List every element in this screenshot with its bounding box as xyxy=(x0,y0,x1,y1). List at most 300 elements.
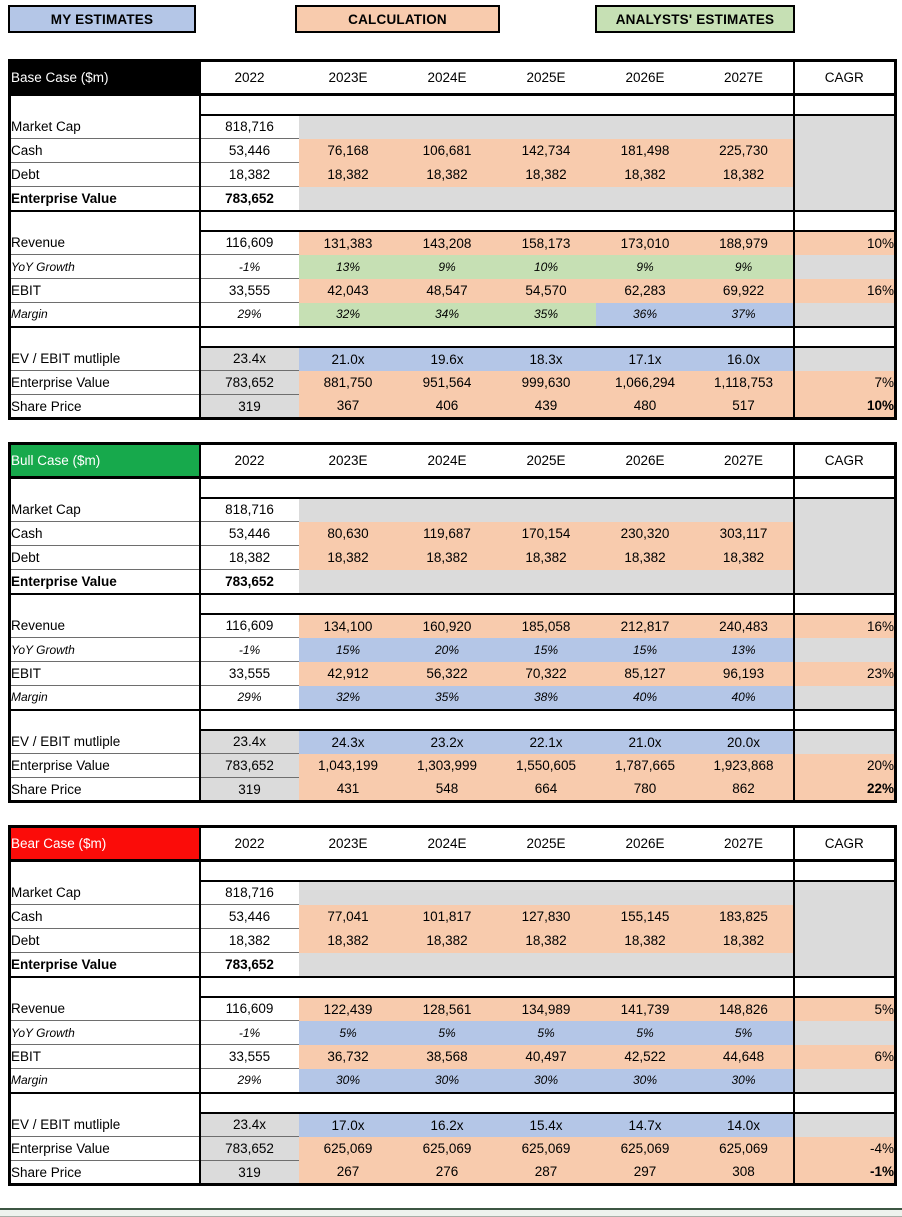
row-label[interactable]: Cash xyxy=(10,139,200,163)
spacer-cell[interactable] xyxy=(695,1093,794,1113)
value-cell-2027e[interactable] xyxy=(695,115,794,139)
value-cell-2025e[interactable]: 185,058 xyxy=(497,614,596,638)
row-label[interactable]: Revenue xyxy=(10,614,200,638)
row-label[interactable]: YoY Growth xyxy=(10,255,200,279)
spacer-cell[interactable] xyxy=(794,594,896,614)
value-cell-2025e[interactable] xyxy=(497,881,596,905)
value-cell-2022[interactable]: 116,609 xyxy=(200,231,299,255)
value-cell-2027e[interactable]: 517 xyxy=(695,395,794,419)
row-label[interactable]: EBIT xyxy=(10,279,200,303)
value-cell-2023e[interactable] xyxy=(299,187,398,211)
value-cell-2023e[interactable] xyxy=(299,953,398,977)
value-cell-2023e[interactable]: 131,383 xyxy=(299,231,398,255)
spacer-cell[interactable] xyxy=(695,211,794,231)
value-cell-2022[interactable]: -1% xyxy=(200,638,299,662)
legend-box-calculation[interactable] xyxy=(295,5,500,33)
cagr-cell[interactable] xyxy=(794,1069,896,1093)
legend-box-analysts-estimates[interactable] xyxy=(595,5,795,33)
value-cell-2024e[interactable]: 406 xyxy=(398,395,497,419)
value-cell-2024e[interactable]: 18,382 xyxy=(398,929,497,953)
value-cell-2025e[interactable]: 142,734 xyxy=(497,139,596,163)
value-cell-2022[interactable]: 783,652 xyxy=(200,754,299,778)
cagr-cell[interactable] xyxy=(794,498,896,522)
value-cell-2026e[interactable]: 42,522 xyxy=(596,1045,695,1069)
value-cell-2022[interactable]: -1% xyxy=(200,1021,299,1045)
value-cell-2026e[interactable]: 155,145 xyxy=(596,905,695,929)
value-cell-2022[interactable]: 783,652 xyxy=(200,187,299,211)
value-cell-2025e[interactable]: 18.3x xyxy=(497,347,596,371)
value-cell-2024e[interactable] xyxy=(398,881,497,905)
value-cell-2025e[interactable]: 664 xyxy=(497,778,596,802)
value-cell-2024e[interactable]: 16.2x xyxy=(398,1113,497,1137)
spacer-cell[interactable] xyxy=(398,861,497,881)
value-cell-2025e[interactable] xyxy=(497,115,596,139)
value-cell-2023e[interactable]: 24.3x xyxy=(299,730,398,754)
value-cell-2023e[interactable] xyxy=(299,498,398,522)
value-cell-2024e[interactable] xyxy=(398,953,497,977)
column-header-2025e[interactable]: 2025E xyxy=(497,61,596,95)
value-cell-2022[interactable]: 783,652 xyxy=(200,1137,299,1161)
row-label[interactable]: Enterprise Value xyxy=(10,1137,200,1161)
row-label[interactable]: EV / EBIT mutliple xyxy=(10,730,200,754)
value-cell-2024e[interactable]: 56,322 xyxy=(398,662,497,686)
value-cell-2025e[interactable] xyxy=(497,498,596,522)
column-header-2027e[interactable]: 2027E xyxy=(695,827,794,861)
cagr-cell[interactable] xyxy=(794,139,896,163)
value-cell-2027e[interactable]: 14.0x xyxy=(695,1113,794,1137)
value-cell-2027e[interactable]: 30% xyxy=(695,1069,794,1093)
value-cell-2023e[interactable]: 881,750 xyxy=(299,371,398,395)
value-cell-2024e[interactable]: 119,687 xyxy=(398,522,497,546)
value-cell-2025e[interactable]: 1,550,605 xyxy=(497,754,596,778)
legend-box-my-estimates[interactable] xyxy=(8,5,196,33)
spacer-cell[interactable] xyxy=(596,1093,695,1113)
value-cell-2023e[interactable]: 134,100 xyxy=(299,614,398,638)
value-cell-2026e[interactable]: 5% xyxy=(596,1021,695,1045)
value-cell-2023e[interactable]: 80,630 xyxy=(299,522,398,546)
spacer-cell[interactable] xyxy=(398,478,497,498)
value-cell-2024e[interactable]: 48,547 xyxy=(398,279,497,303)
value-cell-2025e[interactable]: 158,173 xyxy=(497,231,596,255)
spacer-cell[interactable] xyxy=(299,1093,398,1113)
value-cell-2026e[interactable] xyxy=(596,953,695,977)
value-cell-2024e[interactable]: 38,568 xyxy=(398,1045,497,1069)
spacer-cell[interactable] xyxy=(596,861,695,881)
value-cell-2023e[interactable]: 32% xyxy=(299,686,398,710)
value-cell-2026e[interactable]: 18,382 xyxy=(596,163,695,187)
row-label[interactable]: Market Cap xyxy=(10,881,200,905)
spacer-cell[interactable] xyxy=(794,327,896,347)
row-label[interactable]: Share Price xyxy=(10,1161,200,1185)
value-cell-2025e[interactable]: 127,830 xyxy=(497,905,596,929)
row-label[interactable]: Market Cap xyxy=(10,498,200,522)
value-cell-2023e[interactable]: 1,043,199 xyxy=(299,754,398,778)
value-cell-2027e[interactable]: 96,193 xyxy=(695,662,794,686)
value-cell-2027e[interactable] xyxy=(695,187,794,211)
value-cell-2026e[interactable]: 625,069 xyxy=(596,1137,695,1161)
value-cell-2027e[interactable]: 1,923,868 xyxy=(695,754,794,778)
value-cell-2027e[interactable]: 303,117 xyxy=(695,522,794,546)
value-cell-2022[interactable]: 319 xyxy=(200,778,299,802)
spacer-cell[interactable] xyxy=(695,327,794,347)
value-cell-2027e[interactable]: 862 xyxy=(695,778,794,802)
row-label[interactable]: Cash xyxy=(10,905,200,929)
value-cell-2023e[interactable]: 15% xyxy=(299,638,398,662)
column-header-2022[interactable]: 2022 xyxy=(200,61,299,95)
spacer-cell[interactable] xyxy=(695,710,794,730)
cagr-cell[interactable]: 10% xyxy=(794,231,896,255)
value-cell-2026e[interactable]: 62,283 xyxy=(596,279,695,303)
value-cell-2022[interactable]: 783,652 xyxy=(200,570,299,594)
spacer-cell[interactable] xyxy=(10,594,200,614)
cagr-cell[interactable] xyxy=(794,686,896,710)
value-cell-2023e[interactable] xyxy=(299,881,398,905)
spacer-cell[interactable] xyxy=(10,977,200,997)
value-cell-2026e[interactable]: 14.7x xyxy=(596,1113,695,1137)
spacer-cell[interactable] xyxy=(596,710,695,730)
value-cell-2024e[interactable]: 5% xyxy=(398,1021,497,1045)
value-cell-2022[interactable]: 33,555 xyxy=(200,279,299,303)
value-cell-2026e[interactable]: 15% xyxy=(596,638,695,662)
cagr-cell[interactable]: 16% xyxy=(794,614,896,638)
cagr-cell[interactable]: 5% xyxy=(794,997,896,1021)
spacer-cell[interactable] xyxy=(200,211,299,231)
spacer-cell[interactable] xyxy=(398,327,497,347)
spacer-cell[interactable] xyxy=(398,211,497,231)
spacer-cell[interactable] xyxy=(10,327,200,347)
spacer-cell[interactable] xyxy=(299,861,398,881)
cagr-cell[interactable]: 6% xyxy=(794,1045,896,1069)
value-cell-2022[interactable]: 33,555 xyxy=(200,1045,299,1069)
value-cell-2023e[interactable]: 42,043 xyxy=(299,279,398,303)
row-label[interactable]: EV / EBIT mutliple xyxy=(10,1113,200,1137)
cagr-cell[interactable]: 16% xyxy=(794,279,896,303)
column-header-2022[interactable]: 2022 xyxy=(200,827,299,861)
cagr-cell[interactable]: 10% xyxy=(794,395,896,419)
cagr-cell[interactable] xyxy=(794,929,896,953)
value-cell-2025e[interactable]: 15.4x xyxy=(497,1113,596,1137)
value-cell-2023e[interactable]: 5% xyxy=(299,1021,398,1045)
cagr-cell[interactable] xyxy=(794,255,896,279)
row-label[interactable]: EBIT xyxy=(10,662,200,686)
value-cell-2027e[interactable]: 18,382 xyxy=(695,546,794,570)
bear-case-table-title[interactable]: Bear Case ($m) xyxy=(10,827,200,861)
value-cell-2026e[interactable]: 85,127 xyxy=(596,662,695,686)
value-cell-2027e[interactable]: 240,483 xyxy=(695,614,794,638)
value-cell-2025e[interactable]: 625,069 xyxy=(497,1137,596,1161)
spacer-cell[interactable] xyxy=(10,95,200,115)
spacer-cell[interactable] xyxy=(299,478,398,498)
spacer-cell[interactable] xyxy=(695,95,794,115)
value-cell-2026e[interactable]: 297 xyxy=(596,1161,695,1185)
value-cell-2024e[interactable]: 34% xyxy=(398,303,497,327)
value-cell-2027e[interactable]: 225,730 xyxy=(695,139,794,163)
row-label[interactable]: Revenue xyxy=(10,997,200,1021)
value-cell-2027e[interactable]: 37% xyxy=(695,303,794,327)
value-cell-2024e[interactable]: 30% xyxy=(398,1069,497,1093)
spacer-cell[interactable] xyxy=(497,594,596,614)
row-label[interactable]: Enterprise Value xyxy=(10,754,200,778)
column-header-2024e[interactable]: 2024E xyxy=(398,61,497,95)
value-cell-2026e[interactable] xyxy=(596,881,695,905)
value-cell-2022[interactable]: 33,555 xyxy=(200,662,299,686)
value-cell-2024e[interactable] xyxy=(398,187,497,211)
value-cell-2023e[interactable]: 36,732 xyxy=(299,1045,398,1069)
row-label[interactable]: Market Cap xyxy=(10,115,200,139)
spacer-cell[interactable] xyxy=(794,861,896,881)
cagr-cell[interactable] xyxy=(794,905,896,929)
spacer-cell[interactable] xyxy=(497,478,596,498)
row-label[interactable]: EV / EBIT mutliple xyxy=(10,347,200,371)
cagr-cell[interactable] xyxy=(794,1113,896,1137)
value-cell-2025e[interactable]: 18,382 xyxy=(497,929,596,953)
value-cell-2022[interactable]: -1% xyxy=(200,255,299,279)
value-cell-2027e[interactable]: 40% xyxy=(695,686,794,710)
base-case-table-title[interactable]: Base Case ($m) xyxy=(10,61,200,95)
value-cell-2025e[interactable]: 170,154 xyxy=(497,522,596,546)
column-header-2023e[interactable]: 2023E xyxy=(299,444,398,478)
spacer-cell[interactable] xyxy=(497,1093,596,1113)
value-cell-2024e[interactable] xyxy=(398,115,497,139)
spacer-cell[interactable] xyxy=(596,211,695,231)
value-cell-2027e[interactable]: 16.0x xyxy=(695,347,794,371)
value-cell-2022[interactable]: 319 xyxy=(200,395,299,419)
value-cell-2023e[interactable]: 431 xyxy=(299,778,398,802)
value-cell-2024e[interactable]: 18,382 xyxy=(398,546,497,570)
spacer-cell[interactable] xyxy=(497,211,596,231)
cagr-cell[interactable]: 23% xyxy=(794,662,896,686)
cagr-cell[interactable] xyxy=(794,881,896,905)
value-cell-2024e[interactable]: 19.6x xyxy=(398,347,497,371)
value-cell-2026e[interactable]: 230,320 xyxy=(596,522,695,546)
cagr-cell[interactable] xyxy=(794,953,896,977)
value-cell-2026e[interactable]: 780 xyxy=(596,778,695,802)
value-cell-2024e[interactable]: 625,069 xyxy=(398,1137,497,1161)
cagr-cell[interactable]: -4% xyxy=(794,1137,896,1161)
value-cell-2026e[interactable] xyxy=(596,187,695,211)
value-cell-2027e[interactable]: 5% xyxy=(695,1021,794,1045)
cagr-cell[interactable]: 7% xyxy=(794,371,896,395)
value-cell-2025e[interactable]: 287 xyxy=(497,1161,596,1185)
spacer-cell[interactable] xyxy=(398,594,497,614)
spacer-cell[interactable] xyxy=(695,594,794,614)
value-cell-2023e[interactable] xyxy=(299,570,398,594)
value-cell-2024e[interactable]: 23.2x xyxy=(398,730,497,754)
value-cell-2024e[interactable]: 128,561 xyxy=(398,997,497,1021)
spacer-cell[interactable] xyxy=(398,977,497,997)
value-cell-2022[interactable]: 53,446 xyxy=(200,139,299,163)
value-cell-2027e[interactable] xyxy=(695,953,794,977)
value-cell-2023e[interactable]: 17.0x xyxy=(299,1113,398,1137)
column-header-2026e[interactable]: 2026E xyxy=(596,827,695,861)
spacer-cell[interactable] xyxy=(398,710,497,730)
value-cell-2025e[interactable]: 10% xyxy=(497,255,596,279)
spacer-cell[interactable] xyxy=(398,95,497,115)
cagr-cell[interactable] xyxy=(794,347,896,371)
column-header-2025e[interactable]: 2025E xyxy=(497,827,596,861)
spacer-cell[interactable] xyxy=(200,710,299,730)
value-cell-2022[interactable]: 29% xyxy=(200,686,299,710)
spacer-cell[interactable] xyxy=(200,977,299,997)
column-header-2025e[interactable]: 2025E xyxy=(497,444,596,478)
value-cell-2027e[interactable] xyxy=(695,570,794,594)
row-label[interactable]: Cash xyxy=(10,522,200,546)
cagr-cell[interactable] xyxy=(794,638,896,662)
value-cell-2022[interactable]: 18,382 xyxy=(200,163,299,187)
value-cell-2024e[interactable] xyxy=(398,498,497,522)
spacer-cell[interactable] xyxy=(299,710,398,730)
spacer-cell[interactable] xyxy=(200,478,299,498)
value-cell-2025e[interactable]: 999,630 xyxy=(497,371,596,395)
value-cell-2024e[interactable]: 101,817 xyxy=(398,905,497,929)
spacer-cell[interactable] xyxy=(299,327,398,347)
value-cell-2023e[interactable]: 18,382 xyxy=(299,163,398,187)
value-cell-2024e[interactable]: 160,920 xyxy=(398,614,497,638)
row-label[interactable]: Debt xyxy=(10,546,200,570)
value-cell-2024e[interactable]: 1,303,999 xyxy=(398,754,497,778)
cagr-cell[interactable] xyxy=(794,730,896,754)
spacer-cell[interactable] xyxy=(794,95,896,115)
value-cell-2024e[interactable]: 548 xyxy=(398,778,497,802)
value-cell-2025e[interactable]: 439 xyxy=(497,395,596,419)
value-cell-2027e[interactable]: 188,979 xyxy=(695,231,794,255)
spacer-cell[interactable] xyxy=(596,95,695,115)
value-cell-2022[interactable]: 29% xyxy=(200,1069,299,1093)
column-header-2027e[interactable]: 2027E xyxy=(695,61,794,95)
value-cell-2024e[interactable]: 35% xyxy=(398,686,497,710)
spacer-cell[interactable] xyxy=(794,710,896,730)
value-cell-2026e[interactable]: 30% xyxy=(596,1069,695,1093)
row-label[interactable]: Margin xyxy=(10,1069,200,1093)
spacer-cell[interactable] xyxy=(200,327,299,347)
value-cell-2025e[interactable]: 18,382 xyxy=(497,163,596,187)
value-cell-2026e[interactable]: 480 xyxy=(596,395,695,419)
spacer-cell[interactable] xyxy=(497,861,596,881)
spacer-cell[interactable] xyxy=(200,594,299,614)
value-cell-2022[interactable]: 319 xyxy=(200,1161,299,1185)
value-cell-2023e[interactable]: 77,041 xyxy=(299,905,398,929)
value-cell-2023e[interactable]: 267 xyxy=(299,1161,398,1185)
spacer-cell[interactable] xyxy=(596,594,695,614)
value-cell-2027e[interactable]: 18,382 xyxy=(695,163,794,187)
value-cell-2025e[interactable]: 30% xyxy=(497,1069,596,1093)
value-cell-2026e[interactable]: 141,739 xyxy=(596,997,695,1021)
value-cell-2026e[interactable] xyxy=(596,115,695,139)
value-cell-2023e[interactable]: 42,912 xyxy=(299,662,398,686)
value-cell-2026e[interactable]: 9% xyxy=(596,255,695,279)
column-header-cagr[interactable]: CAGR xyxy=(794,61,896,95)
column-header-2024e[interactable]: 2024E xyxy=(398,827,497,861)
spacer-cell[interactable] xyxy=(695,977,794,997)
value-cell-2022[interactable]: 23.4x xyxy=(200,347,299,371)
spacer-cell[interactable] xyxy=(299,977,398,997)
value-cell-2027e[interactable]: 183,825 xyxy=(695,905,794,929)
value-cell-2022[interactable]: 18,382 xyxy=(200,546,299,570)
value-cell-2022[interactable]: 116,609 xyxy=(200,997,299,1021)
value-cell-2022[interactable]: 818,716 xyxy=(200,115,299,139)
value-cell-2027e[interactable]: 18,382 xyxy=(695,929,794,953)
value-cell-2022[interactable]: 23.4x xyxy=(200,730,299,754)
spacer-cell[interactable] xyxy=(299,211,398,231)
value-cell-2023e[interactable]: 18,382 xyxy=(299,929,398,953)
row-label[interactable]: EBIT xyxy=(10,1045,200,1069)
row-label[interactable]: Enterprise Value xyxy=(10,953,200,977)
value-cell-2023e[interactable]: 122,439 xyxy=(299,997,398,1021)
value-cell-2023e[interactable]: 367 xyxy=(299,395,398,419)
spacer-cell[interactable] xyxy=(497,95,596,115)
cagr-cell[interactable] xyxy=(794,115,896,139)
value-cell-2026e[interactable]: 18,382 xyxy=(596,929,695,953)
spacer-cell[interactable] xyxy=(10,211,200,231)
row-label[interactable]: Enterprise Value xyxy=(10,570,200,594)
row-label[interactable]: Revenue xyxy=(10,231,200,255)
value-cell-2023e[interactable]: 76,168 xyxy=(299,139,398,163)
spacer-cell[interactable] xyxy=(596,977,695,997)
value-cell-2026e[interactable]: 212,817 xyxy=(596,614,695,638)
value-cell-2025e[interactable]: 35% xyxy=(497,303,596,327)
value-cell-2025e[interactable]: 22.1x xyxy=(497,730,596,754)
value-cell-2027e[interactable]: 1,118,753 xyxy=(695,371,794,395)
value-cell-2025e[interactable] xyxy=(497,187,596,211)
value-cell-2027e[interactable]: 13% xyxy=(695,638,794,662)
spacer-cell[interactable] xyxy=(200,861,299,881)
value-cell-2027e[interactable]: 148,826 xyxy=(695,997,794,1021)
value-cell-2026e[interactable] xyxy=(596,570,695,594)
value-cell-2025e[interactable]: 40,497 xyxy=(497,1045,596,1069)
value-cell-2022[interactable]: 783,652 xyxy=(200,953,299,977)
column-header-2027e[interactable]: 2027E xyxy=(695,444,794,478)
cagr-cell[interactable] xyxy=(794,303,896,327)
value-cell-2022[interactable]: 53,446 xyxy=(200,905,299,929)
spacer-cell[interactable] xyxy=(200,1093,299,1113)
value-cell-2022[interactable]: 818,716 xyxy=(200,498,299,522)
value-cell-2027e[interactable]: 69,922 xyxy=(695,279,794,303)
value-cell-2026e[interactable]: 1,066,294 xyxy=(596,371,695,395)
row-label[interactable]: YoY Growth xyxy=(10,1021,200,1045)
value-cell-2025e[interactable]: 18,382 xyxy=(497,546,596,570)
bull-case-table-title[interactable]: Bull Case ($m) xyxy=(10,444,200,478)
cagr-cell[interactable]: 22% xyxy=(794,778,896,802)
value-cell-2025e[interactable]: 5% xyxy=(497,1021,596,1045)
row-label[interactable]: Enterprise Value xyxy=(10,187,200,211)
cagr-cell[interactable] xyxy=(794,187,896,211)
spacer-cell[interactable] xyxy=(794,1093,896,1113)
value-cell-2025e[interactable]: 70,322 xyxy=(497,662,596,686)
cagr-cell[interactable]: 20% xyxy=(794,754,896,778)
spacer-cell[interactable] xyxy=(10,478,200,498)
cagr-cell[interactable] xyxy=(794,546,896,570)
cagr-cell[interactable]: -1% xyxy=(794,1161,896,1185)
value-cell-2023e[interactable]: 32% xyxy=(299,303,398,327)
row-label[interactable]: Debt xyxy=(10,929,200,953)
value-cell-2022[interactable]: 29% xyxy=(200,303,299,327)
row-label[interactable]: Margin xyxy=(10,303,200,327)
column-header-2024e[interactable]: 2024E xyxy=(398,444,497,478)
value-cell-2024e[interactable]: 9% xyxy=(398,255,497,279)
value-cell-2022[interactable]: 53,446 xyxy=(200,522,299,546)
spacer-cell[interactable] xyxy=(10,710,200,730)
value-cell-2026e[interactable]: 1,787,665 xyxy=(596,754,695,778)
value-cell-2026e[interactable]: 181,498 xyxy=(596,139,695,163)
row-label[interactable]: Share Price xyxy=(10,778,200,802)
value-cell-2025e[interactable]: 38% xyxy=(497,686,596,710)
spacer-cell[interactable] xyxy=(695,478,794,498)
spacer-cell[interactable] xyxy=(299,594,398,614)
value-cell-2025e[interactable] xyxy=(497,570,596,594)
column-header-2026e[interactable]: 2026E xyxy=(596,61,695,95)
value-cell-2026e[interactable]: 173,010 xyxy=(596,231,695,255)
cagr-cell[interactable] xyxy=(794,1021,896,1045)
